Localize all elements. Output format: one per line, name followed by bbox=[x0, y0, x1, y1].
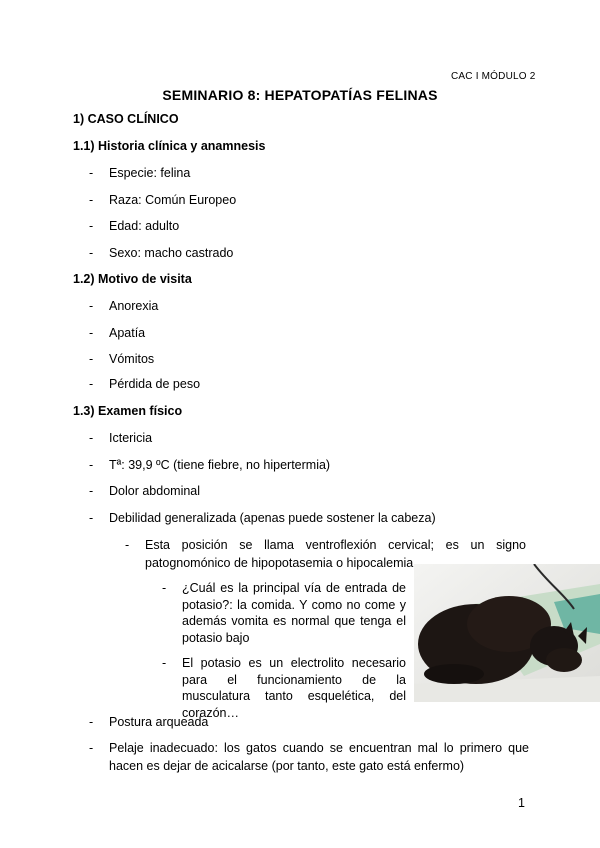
subsection-heading-motivo: 1.2) Motivo de visita bbox=[73, 272, 192, 286]
module-code: CAC I MÓDULO 2 bbox=[451, 71, 536, 82]
section-heading-caso-clinico: 1) CASO CLÍNICO bbox=[73, 112, 179, 126]
subsection-heading-examen: 1.3) Examen físico bbox=[73, 404, 183, 418]
list-item: - Pelaje inadecuado: los gatos cuando se encuentran mal lo primero que hacen es dejar de acicalarse (por tanto, este gato está enfermo) bbox=[89, 741, 529, 773]
subsection-heading-historia: 1.1) Historia clínica y anamnesis bbox=[73, 139, 266, 153]
page-title: SEMINARIO 8: HEPATOPATÍAS FELINAS bbox=[162, 87, 438, 103]
nested-list-item: - El potasio es un electrolito necesario para el funcionamiento de la musculatura tanto esquelética, del corazón… bbox=[162, 656, 406, 720]
page-number: 1 bbox=[518, 796, 525, 810]
cat-photo bbox=[414, 564, 600, 702]
nested-list-item: - Esta posición se llama ventroflexión cervical; es un signo patognomónico de hipopotasemia o hipocalemia bbox=[125, 538, 526, 570]
nested-list-item: - ¿Cuál es la principal vía de entrada de potasio?: la comida. Y como no come y además vomita es normal que tenga el potasio bajo bbox=[162, 581, 406, 645]
